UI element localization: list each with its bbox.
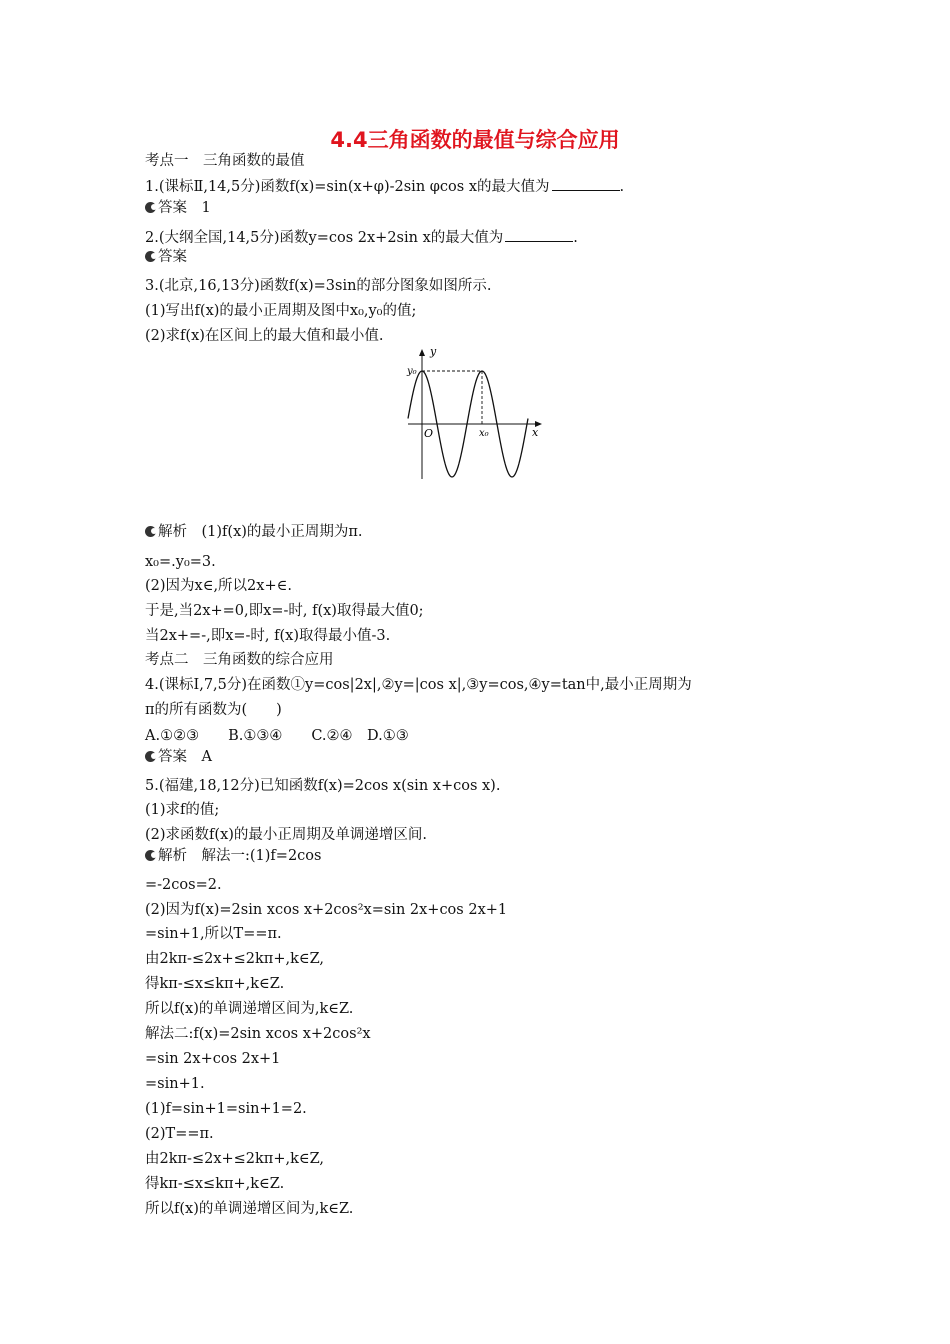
answer-marker-icon [145,202,156,213]
solution-5-line-15: 所以f(x)的单调递增区间为,k∈Z. [145,1201,354,1217]
section-heading-2: 考点二 三角函数的综合应用 [145,652,334,668]
solution-marker-icon [145,526,156,537]
question-4-options: A.①②③ B.①③④ C.②④ D.①③ [145,728,409,744]
solution-5-line-11: (1)f=sin+1=sin+1=2. [145,1101,307,1117]
x0-label: x₀ [479,428,489,439]
solution-5-text: 解析 解法一:(1)f=2cos [158,848,322,864]
question-3-part-1: (1)写出f(x)的最小正周期及图中x₀,y₀的值; [145,303,417,319]
page-title: 4.4三角函数的最值与综合应用 [330,128,620,152]
question-4-line-2: π的所有函数为( ) [145,702,282,718]
solution-5-line-5: 由2kπ-≤2x+≤2kπ+,k∈Z, [145,951,325,967]
question-1-text: 1.(课标Ⅱ,14,5分)函数f(x)=sin(x+φ)-2sin φcos x的最大值为 [145,179,550,195]
answer-blank [552,176,620,191]
solution-5-line-3: (2)因为f(x)=2sin xcos x+2cos²x=sin 2x+cos 2x+1 [145,902,508,918]
answer-marker-icon [145,751,156,762]
question-1-end: . [619,179,625,195]
question-2-end: . [573,230,578,246]
solution-5-line-10: =sin+1. [145,1076,205,1092]
x-axis-label: x [532,426,539,439]
solution-marker-icon [145,850,156,861]
solution-5-line-14: 得kπ-≤x≤kπ+,k∈Z. [145,1176,285,1192]
solution-5-line-13: 由2kπ-≤2x+≤2kπ+,k∈Z, [145,1151,325,1167]
question-5: 5.(福建,18,12分)已知函数f(x)=2cos x(sin x+cos x). [145,778,501,794]
y0-label: y₀ [407,366,417,377]
question-4-line-1: 4.(课标Ⅰ,7,5分)在函数①y=cos|2x|,②y=|cos x|,③y=cos,④y=tan中,最小正周期为 [145,677,692,693]
question-2-text: 2.(大纲全国,14,5分)函数y=cos 2x+2sin x的最大值为 [145,230,504,246]
question-3: 3.(北京,16,13分)函数f(x)=3sin的部分图象如图所示. [145,278,492,294]
solution-5-line-8: 解法二:f(x)=2sin xcos x+2cos²x [145,1026,371,1042]
section-heading-1: 考点一 三角函数的最值 [145,153,305,169]
solution-3-line-2: x₀=.y₀=3. [145,554,216,570]
solution-5-line-9: =sin 2x+cos 2x+1 [145,1051,281,1067]
answer-4 [145,747,212,767]
answer-4-text: 答案 A [158,749,212,765]
answer-2 [145,247,187,267]
question-5-part-1: (1)求f的值; [145,802,220,818]
y-axis-arrow-icon [419,349,425,356]
solution-3-line-3: (2)因为x∈,所以2x+∈. [145,578,292,594]
solution-5-line-7: 所以f(x)的单调递增区间为,k∈Z. [145,1001,354,1017]
question-5-part-2: (2)求函数f(x)的最小正周期及单调递增区间. [145,827,428,843]
answer-blank [505,227,573,242]
solution-5-line-4: =sin+1,所以T==π. [145,926,282,942]
solution-3-text: 解析 (1)f(x)的最小正周期为π. [158,524,363,540]
answer-marker-icon [145,251,156,262]
solution-5-line-6: 得kπ-≤x≤kπ+,k∈Z. [145,976,285,992]
answer-2-text: 答案 [158,249,187,265]
question-1 [145,176,624,197]
y-axis-label: y [430,345,437,358]
solution-5-line-1 [145,846,321,866]
solution-3-line-1 [145,522,363,542]
question-2 [145,227,578,248]
origin-label: O [424,427,434,440]
answer-1 [145,198,211,218]
solution-3-line-5: 当2x+=-,即x=-时, f(x)取得最小值-3. [145,628,391,644]
solution-5-line-12: (2)T==π. [145,1126,214,1142]
answer-1-text: 答案 1 [158,200,211,216]
solution-3-line-4: 于是,当2x+=0,即x=-时, f(x)取得最大值0; [145,603,424,619]
sine-graph-figure [404,345,549,483]
solution-5-line-2: =-2cos=2. [145,877,222,893]
question-3-part-2: (2)求f(x)在区间上的最大值和最小值. [145,328,384,344]
